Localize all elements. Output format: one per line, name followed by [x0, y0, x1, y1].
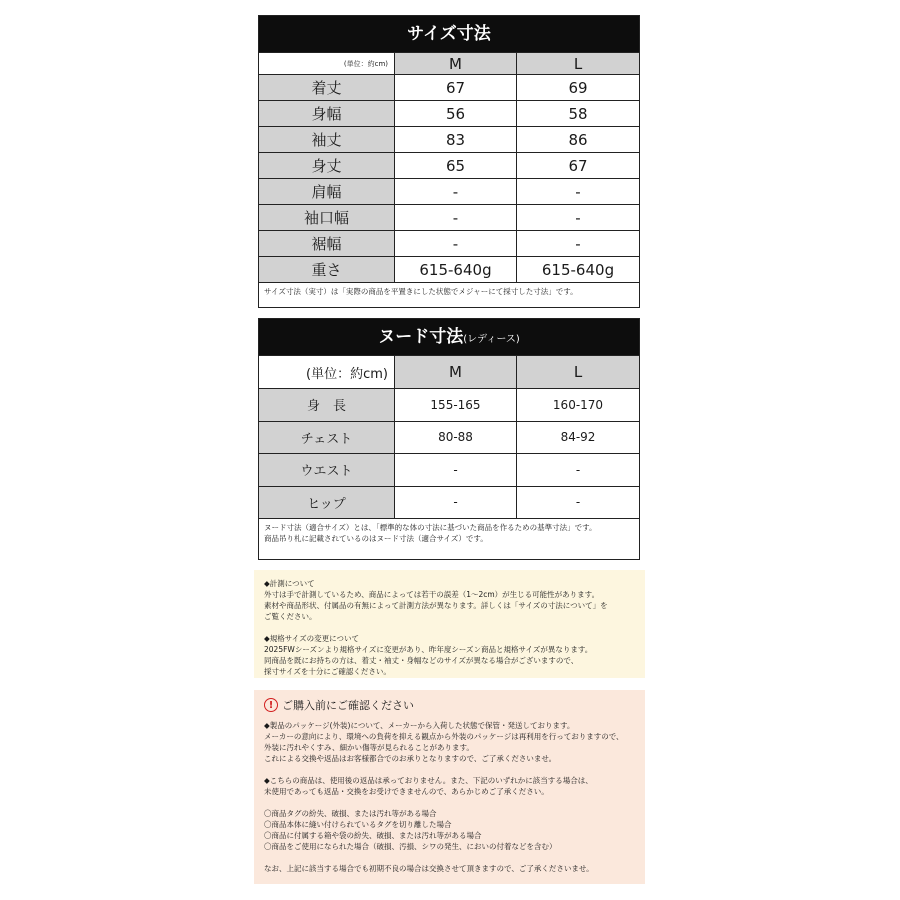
info-line: ご覧ください。: [264, 612, 317, 621]
nude-size-table: [258, 318, 640, 560]
cell-l: 58: [568, 104, 588, 123]
cell-m: 65: [395, 153, 517, 178]
cell-m: 155-165: [395, 389, 517, 421]
caution-line: これによる交換や返品はお客様都合でのお承りとなりますので、ご了承くださいませ。: [264, 754, 557, 763]
row-label: 身 長: [259, 389, 395, 421]
table-row: [259, 388, 639, 421]
table-row: [259, 256, 639, 282]
cell-m: 56: [395, 101, 517, 126]
caution-line: 〇商品本体に縫い付けられているタグを切り離した場合: [264, 820, 452, 829]
row-label: 裾幅: [259, 231, 395, 256]
row-label: チェスト: [259, 422, 395, 454]
cell-m: 615-640g: [395, 257, 517, 282]
caution-line: ◆製品のパッケージ(外装)について、メーカーから入荷した状態で保管・発送しております。: [264, 721, 575, 730]
cell-l: -: [575, 182, 581, 201]
caution-line: ◆こちらの商品は、使用後の返品は承っておりません。また、下記のいずれかに該当する場合は、: [264, 776, 593, 785]
col-l: L: [517, 53, 639, 74]
exclamation-circle-icon: !: [264, 698, 278, 712]
caution-line: 〇商品をご使用になられた場合（破損、汚損、シワの発生、においの付着などを含む）: [264, 842, 557, 851]
caution-box: [254, 690, 645, 884]
size-table: [258, 15, 640, 308]
caution-line: 外装に汚れやくすみ、細かい傷等が見られることがあります。: [264, 743, 474, 752]
nude-table-header-row: [259, 355, 639, 388]
cell-m: -: [395, 454, 517, 486]
table-row: [259, 152, 639, 178]
cell-l: -: [575, 208, 581, 227]
cell-m: -: [395, 205, 517, 230]
row-label: 袖丈: [259, 127, 395, 152]
nude-table-note: ヌード寸法（適合サイズ）とは、「標準的な体の寸法に基づいた商品を作るための基準寸法」です。 商品吊り札に記載されているのはヌード寸法（適合サイズ）です。: [259, 518, 639, 559]
measurement-info: [254, 570, 645, 678]
table-row: [259, 421, 639, 454]
table-row: [259, 204, 639, 230]
row-label: ウエスト: [259, 454, 395, 486]
nude-table-title: ヌード寸法(レディース): [259, 319, 639, 355]
size-table-header-row: [259, 52, 639, 74]
cell-m: -: [395, 487, 517, 519]
cell-l: 615-640g: [541, 260, 615, 279]
size-table-note: サイズ寸法（実寸）は「実際の商品を平置きにした状態でメジャーにて採寸した寸法」です。: [259, 282, 639, 307]
table-row: [259, 74, 639, 100]
cell-l: 86: [568, 130, 588, 149]
row-label: 袖口幅: [259, 205, 395, 230]
info-line: 2025FWシーズンより規格サイズに変更があり、昨年度シーズン商品と規格サイズが異なります。: [264, 645, 593, 654]
caution-line: 未使用であっても返品・交換をお受けできませんので、あらかじめご了承ください。: [264, 787, 549, 796]
cell-l: 67: [568, 156, 588, 175]
size-table-title: サイズ寸法: [259, 16, 639, 52]
info-line: ◆計測について: [264, 579, 315, 588]
caution-line: 〇商品に付属する箱や袋の紛失、破損、または汚れ等がある場合: [264, 831, 482, 840]
row-label: 肩幅: [259, 179, 395, 204]
cell-m: 67: [395, 75, 517, 100]
table-row: [259, 100, 639, 126]
cell-m: -: [395, 231, 517, 256]
cell-l: 69: [568, 78, 588, 97]
caution-line: メーカーの意向により、環境への負荷を抑える観点から外装のパッケージは再利用を行っておりますので、: [264, 732, 624, 741]
row-label: 身幅: [259, 101, 395, 126]
caution-title: ! ご購入前にご確認ください: [264, 698, 635, 712]
info-line: 外寸は手で計測しているため、商品によっては若干の誤差（1～2cm）が生じる可能性があります。: [264, 590, 600, 599]
cell-m: -: [395, 179, 517, 204]
table-row: [259, 230, 639, 256]
col-m: M: [395, 356, 517, 388]
unit-label: (単位：約cm): [259, 53, 395, 74]
info-line: 素材や商品形状、付属品の有無によって計測方法が異なります。詳しくは「サイズの寸法について」を: [264, 601, 608, 610]
row-label: 重さ: [259, 257, 395, 282]
row-label: 身丈: [259, 153, 395, 178]
cell-l: -: [575, 234, 581, 253]
cell-l: 84-92: [560, 430, 596, 445]
info-line: ◆規格サイズの変更について: [264, 634, 360, 643]
cell-m: 80-88: [395, 422, 517, 454]
info-line: 採寸サイズを十分にご確認ください。: [264, 667, 391, 676]
unit-label: (単位：約cm): [259, 356, 395, 388]
cell-l: -: [575, 462, 581, 477]
caution-line: 〇商品タグの紛失、破損、または汚れ等がある場合: [264, 809, 437, 818]
info-line: 同商品を既にお持ちの方は、着丈・袖丈・身幅などのサイズが異なる場合がございますので、: [264, 656, 579, 665]
cell-l: 160-170: [552, 397, 604, 412]
row-label: ヒップ: [259, 487, 395, 519]
cell-l: -: [575, 495, 581, 510]
table-row: [259, 486, 639, 519]
table-row: [259, 126, 639, 152]
table-row: [259, 178, 639, 204]
caution-footer: なお、上記に該当する場合でも初期不良の場合は交換させて頂きますので、ご了承くださいませ。: [264, 864, 594, 873]
table-row: [259, 453, 639, 486]
col-l: L: [517, 356, 639, 388]
cell-m: 83: [395, 127, 517, 152]
col-m: M: [395, 53, 517, 74]
row-label: 着丈: [259, 75, 395, 100]
